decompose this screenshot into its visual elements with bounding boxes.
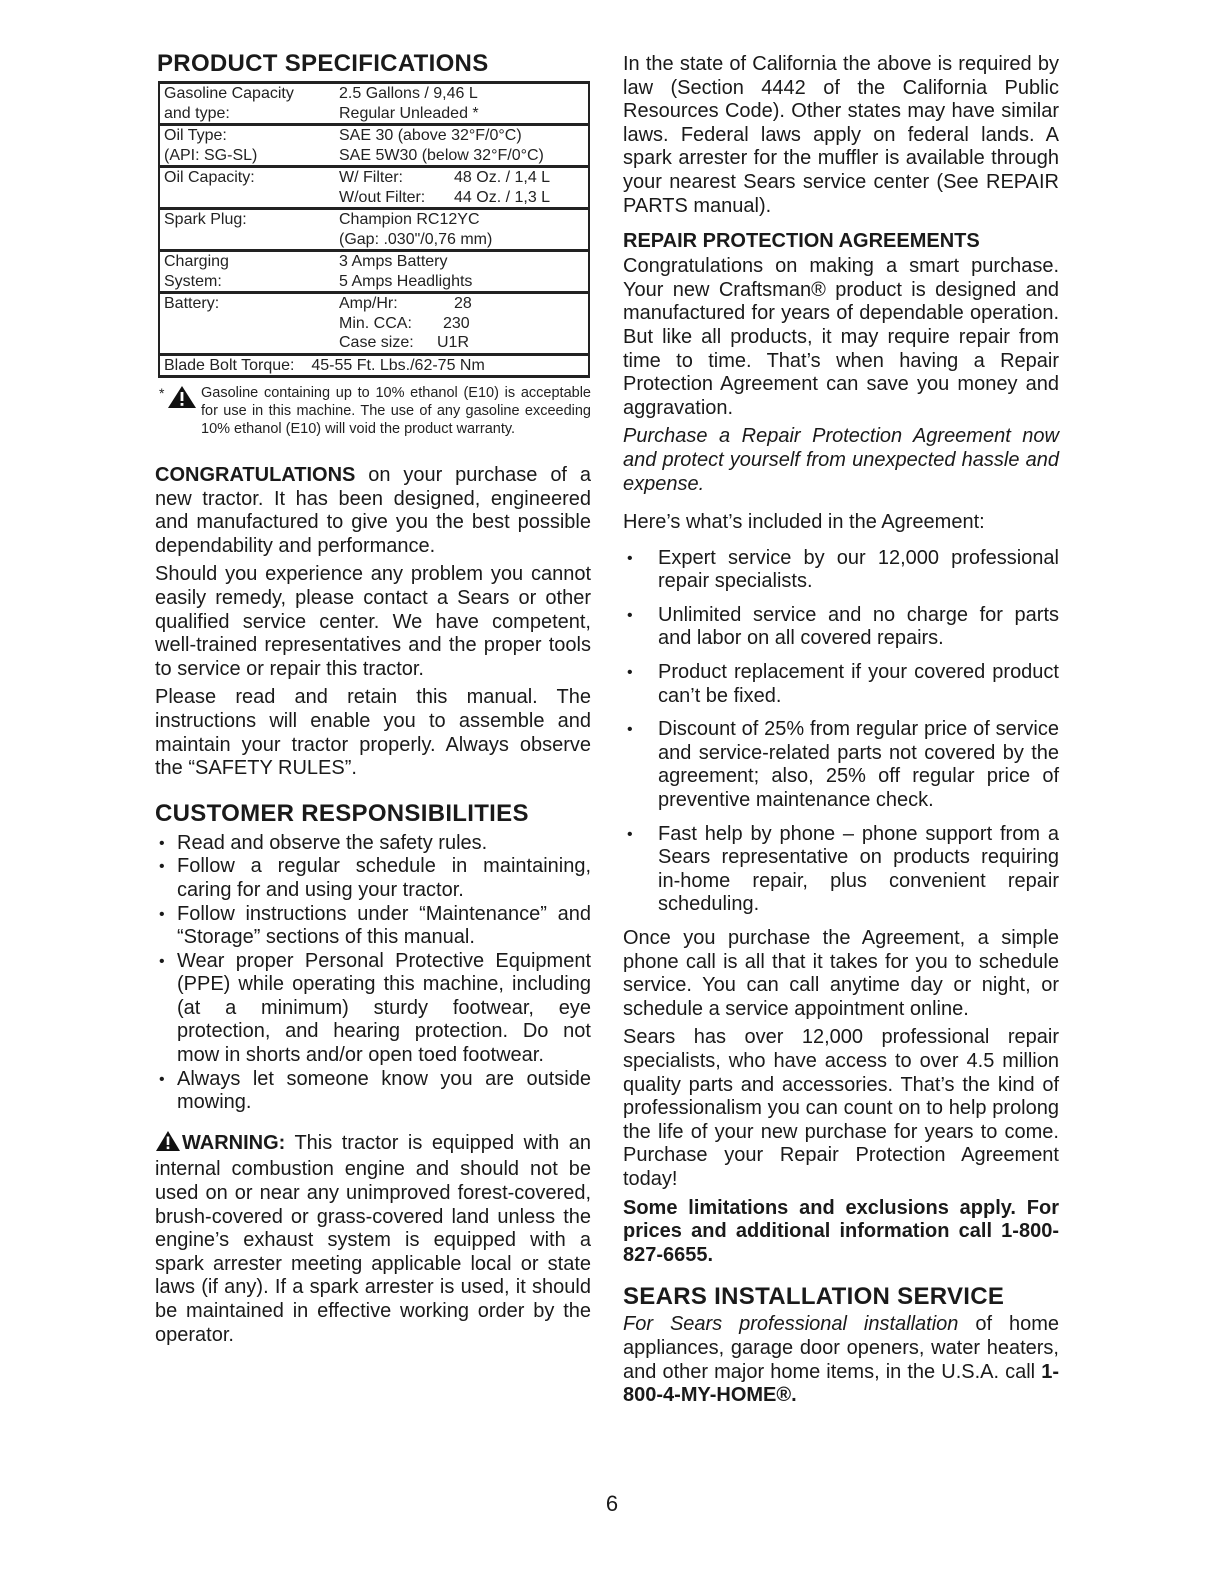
footnote-asterisk: * (159, 385, 165, 401)
spec-key: Oil Capacity: (164, 169, 255, 186)
product-specifications-heading: PRODUCT SPECIFICATIONS (157, 50, 489, 77)
spec-key: Spark Plug: (164, 211, 247, 228)
repair-protection-heading: REPAIR PROTECTION AGREEMENTS (623, 230, 980, 253)
spec-key: Blade Bolt Torque: (164, 356, 295, 374)
repair-protection-paragraph: Congratulations on making a smart purchase. Your new Craftsman® product is designed and manufactured for years of dependable operation. But like all products, it may require repair from time to time. That’s when having a Repair Protection Agreement can save you money and aggravation. (623, 255, 1059, 419)
spec-value: SAE 30 (above 32°F/0°C) (339, 127, 522, 144)
right-column (623, 50, 1059, 1408)
agreement-benefits-list (623, 547, 1059, 917)
spec-row-charging (159, 251, 589, 293)
left-column (155, 50, 591, 1347)
schedule-service-paragraph: Once you purchase the Agreement, a simple phone call is all that it takes for you to schedule service. You can call anytime day or night, or schedule a service appointment online. (623, 927, 1059, 1020)
included-intro-paragraph: Here’s what’s included in the Agreement: (623, 511, 985, 534)
limitations-paragraph: Some limitations and exclusions apply. For prices and additional information call 1-800-827-6655. (623, 1196, 1059, 1266)
spec-value: (Gap: .030"/0,76 mm) (339, 230, 493, 248)
page-number: 6 (605, 1491, 619, 1516)
spec-value: 2.5 Gallons / 9,46 L (339, 85, 478, 102)
list-item: • Expert service by our 12,000 professional repair specialists. (623, 547, 1059, 594)
spec-value: U1R (437, 334, 470, 351)
gasoline-footnote (155, 384, 591, 438)
spec-sublabel: Min. CCA: (339, 314, 412, 332)
spec-row-spark-plug (159, 209, 589, 251)
congratulations-paragraph (155, 464, 591, 558)
warning-label: WARNING: (182, 1131, 286, 1154)
spec-value: 44 Oz. / 1,3 L (454, 188, 551, 206)
list-item: • Read and observe the safety rules. (155, 832, 591, 856)
warning-text: This tractor is equipped with an internal combustion engine and should not be used on or near any unimproved forest-covered, brush-covered or grass-covered land unless the engine’s exhaust system is equipped with a spark arrester meeting applicable local or state laws (if any). If a spark arrester is used, it should be maintained in effective working order by the operator. (155, 1131, 591, 1346)
spec-value: 230 (443, 314, 470, 332)
spec-value: 28 (454, 295, 472, 312)
list-item: • Follow a regular schedule in maintaining, caring for and using your tractor. (155, 855, 591, 902)
warning-triangle-icon (155, 1130, 181, 1159)
spec-value: 45-55 Ft. Lbs./62-75 Nm (311, 356, 485, 374)
spec-key: System: (164, 272, 222, 290)
list-item: • Always let someone know you are outside mowing. (155, 1068, 591, 1115)
spec-value: 48 Oz. / 1,4 L (454, 169, 551, 186)
installation-phone: 1-800-4-MY-HOME®. (623, 1360, 1059, 1407)
spec-key: Charging (164, 253, 229, 270)
read-manual-paragraph: Please read and retain this manual. The instructions will enable you to assemble and maintain your tractor properly. Always observe the “SAFETY RULES”. (155, 686, 591, 780)
installation-paragraph (623, 1313, 1059, 1407)
sears-installation-heading: SEARS INSTALLATION SERVICE (623, 1283, 1005, 1311)
list-item: • Unlimited service and no charge for parts and labor on all covered repairs. (623, 604, 1059, 651)
installation-italic: For Sears professional installation (623, 1313, 959, 1336)
spec-key: and type: (164, 104, 230, 122)
customer-responsibilities-heading: CUSTOMER RESPONSIBILITIES (155, 799, 529, 827)
spec-value: 5 Amps Headlights (339, 272, 473, 290)
problem-paragraph: Should you experience any problem you cannot easily remedy, please contact a Sears or other qualified service center. We have competent, well-trained representatives and the proper tools to service or repair this tractor. (155, 563, 591, 680)
list-item: • Product replacement if your covered product can’t be fixed. (623, 661, 1059, 708)
spec-key: Gasoline Capacity (164, 85, 294, 102)
spec-row-gasoline (159, 83, 589, 125)
sears-specialists-paragraph: Sears has over 12,000 professional repair specialists, who have access to over 4.5 million quality parts and accessories. That’s the kind of professionalism you can count on to help prolong the life of your new purchase for years to come. Purchase your Repair Protection Agreement today! (623, 1026, 1059, 1190)
list-item: • Follow instructions under “Maintenance” and “Storage” sections of this manual. (155, 903, 591, 950)
congratulations-text: on your purchase of a new tractor. It has been designed, engineered and manufactured to give you the best possible dependability and performance. (155, 464, 591, 557)
spec-value: 3 Amps Battery (339, 253, 448, 270)
warning-paragraph (155, 1130, 591, 1347)
spec-row-oil-capacity (159, 167, 589, 209)
spec-value: Regular Unleaded * (339, 104, 479, 122)
california-paragraph: In the state of California the above is required by law (Section 4442 of the California Public Resources Code). Other states may have similar laws. Federal laws apply on federal lands. A spark arrester for the muffler is available through your nearest Sears service center (See REPAIR PARTS manual). (623, 53, 1059, 217)
list-item: • Discount of 25% from regular price of service and service-related parts not covered by the agreement; also, 25% off regular price of preventive maintenance check. (623, 718, 1059, 812)
spec-value: SAE 5W30 (below 32°F/0°C) (339, 146, 544, 164)
spec-row-oil-type (159, 125, 589, 167)
spec-key: Battery: (164, 295, 220, 312)
spec-sublabel: Case size: (339, 334, 414, 351)
spec-table (158, 81, 590, 378)
purchase-agreement-paragraph: Purchase a Repair Protection Agreement now and protect yourself from unexpected hassle and expense. (623, 425, 1059, 495)
installation-text: of home appliances, garage door openers, water heaters, and other major home items, in the U.S.A. call (623, 1313, 1059, 1383)
list-item: • Fast help by phone – phone support from a Sears representative on products requiring in-home repair, plus convenient repair scheduling. (623, 823, 1059, 917)
warning-triangle-icon (167, 385, 197, 414)
congratulations-lead: CONGRATULATIONS (155, 464, 356, 486)
spec-key: Oil Type: (164, 127, 227, 144)
customer-responsibilities-list (155, 832, 591, 1115)
spec-sublabel: W/ Filter: (339, 169, 403, 186)
spec-sublabel: W/out Filter: (339, 188, 426, 206)
spec-value: Champion RC12YC (339, 211, 480, 228)
spec-row-battery (159, 293, 589, 355)
spec-row-blade-bolt (159, 354, 589, 377)
footnote-text: Gasoline containing up to 10% ethanol (E10) is acceptable for use in this machine. The use of any gasoline exceeding 10% ethanol (E10) will void the product warranty. (201, 385, 591, 437)
spec-key: (API: SG-SL) (164, 146, 258, 164)
list-item: • Wear proper Personal Protective Equipment (PPE) while operating this machine, including (at a minimum) sturdy footwear, eye protection, and hearing protection. Do not mow in shorts and/or open toed footwear. (155, 950, 591, 1068)
spec-sublabel: Amp/Hr: (339, 295, 398, 312)
